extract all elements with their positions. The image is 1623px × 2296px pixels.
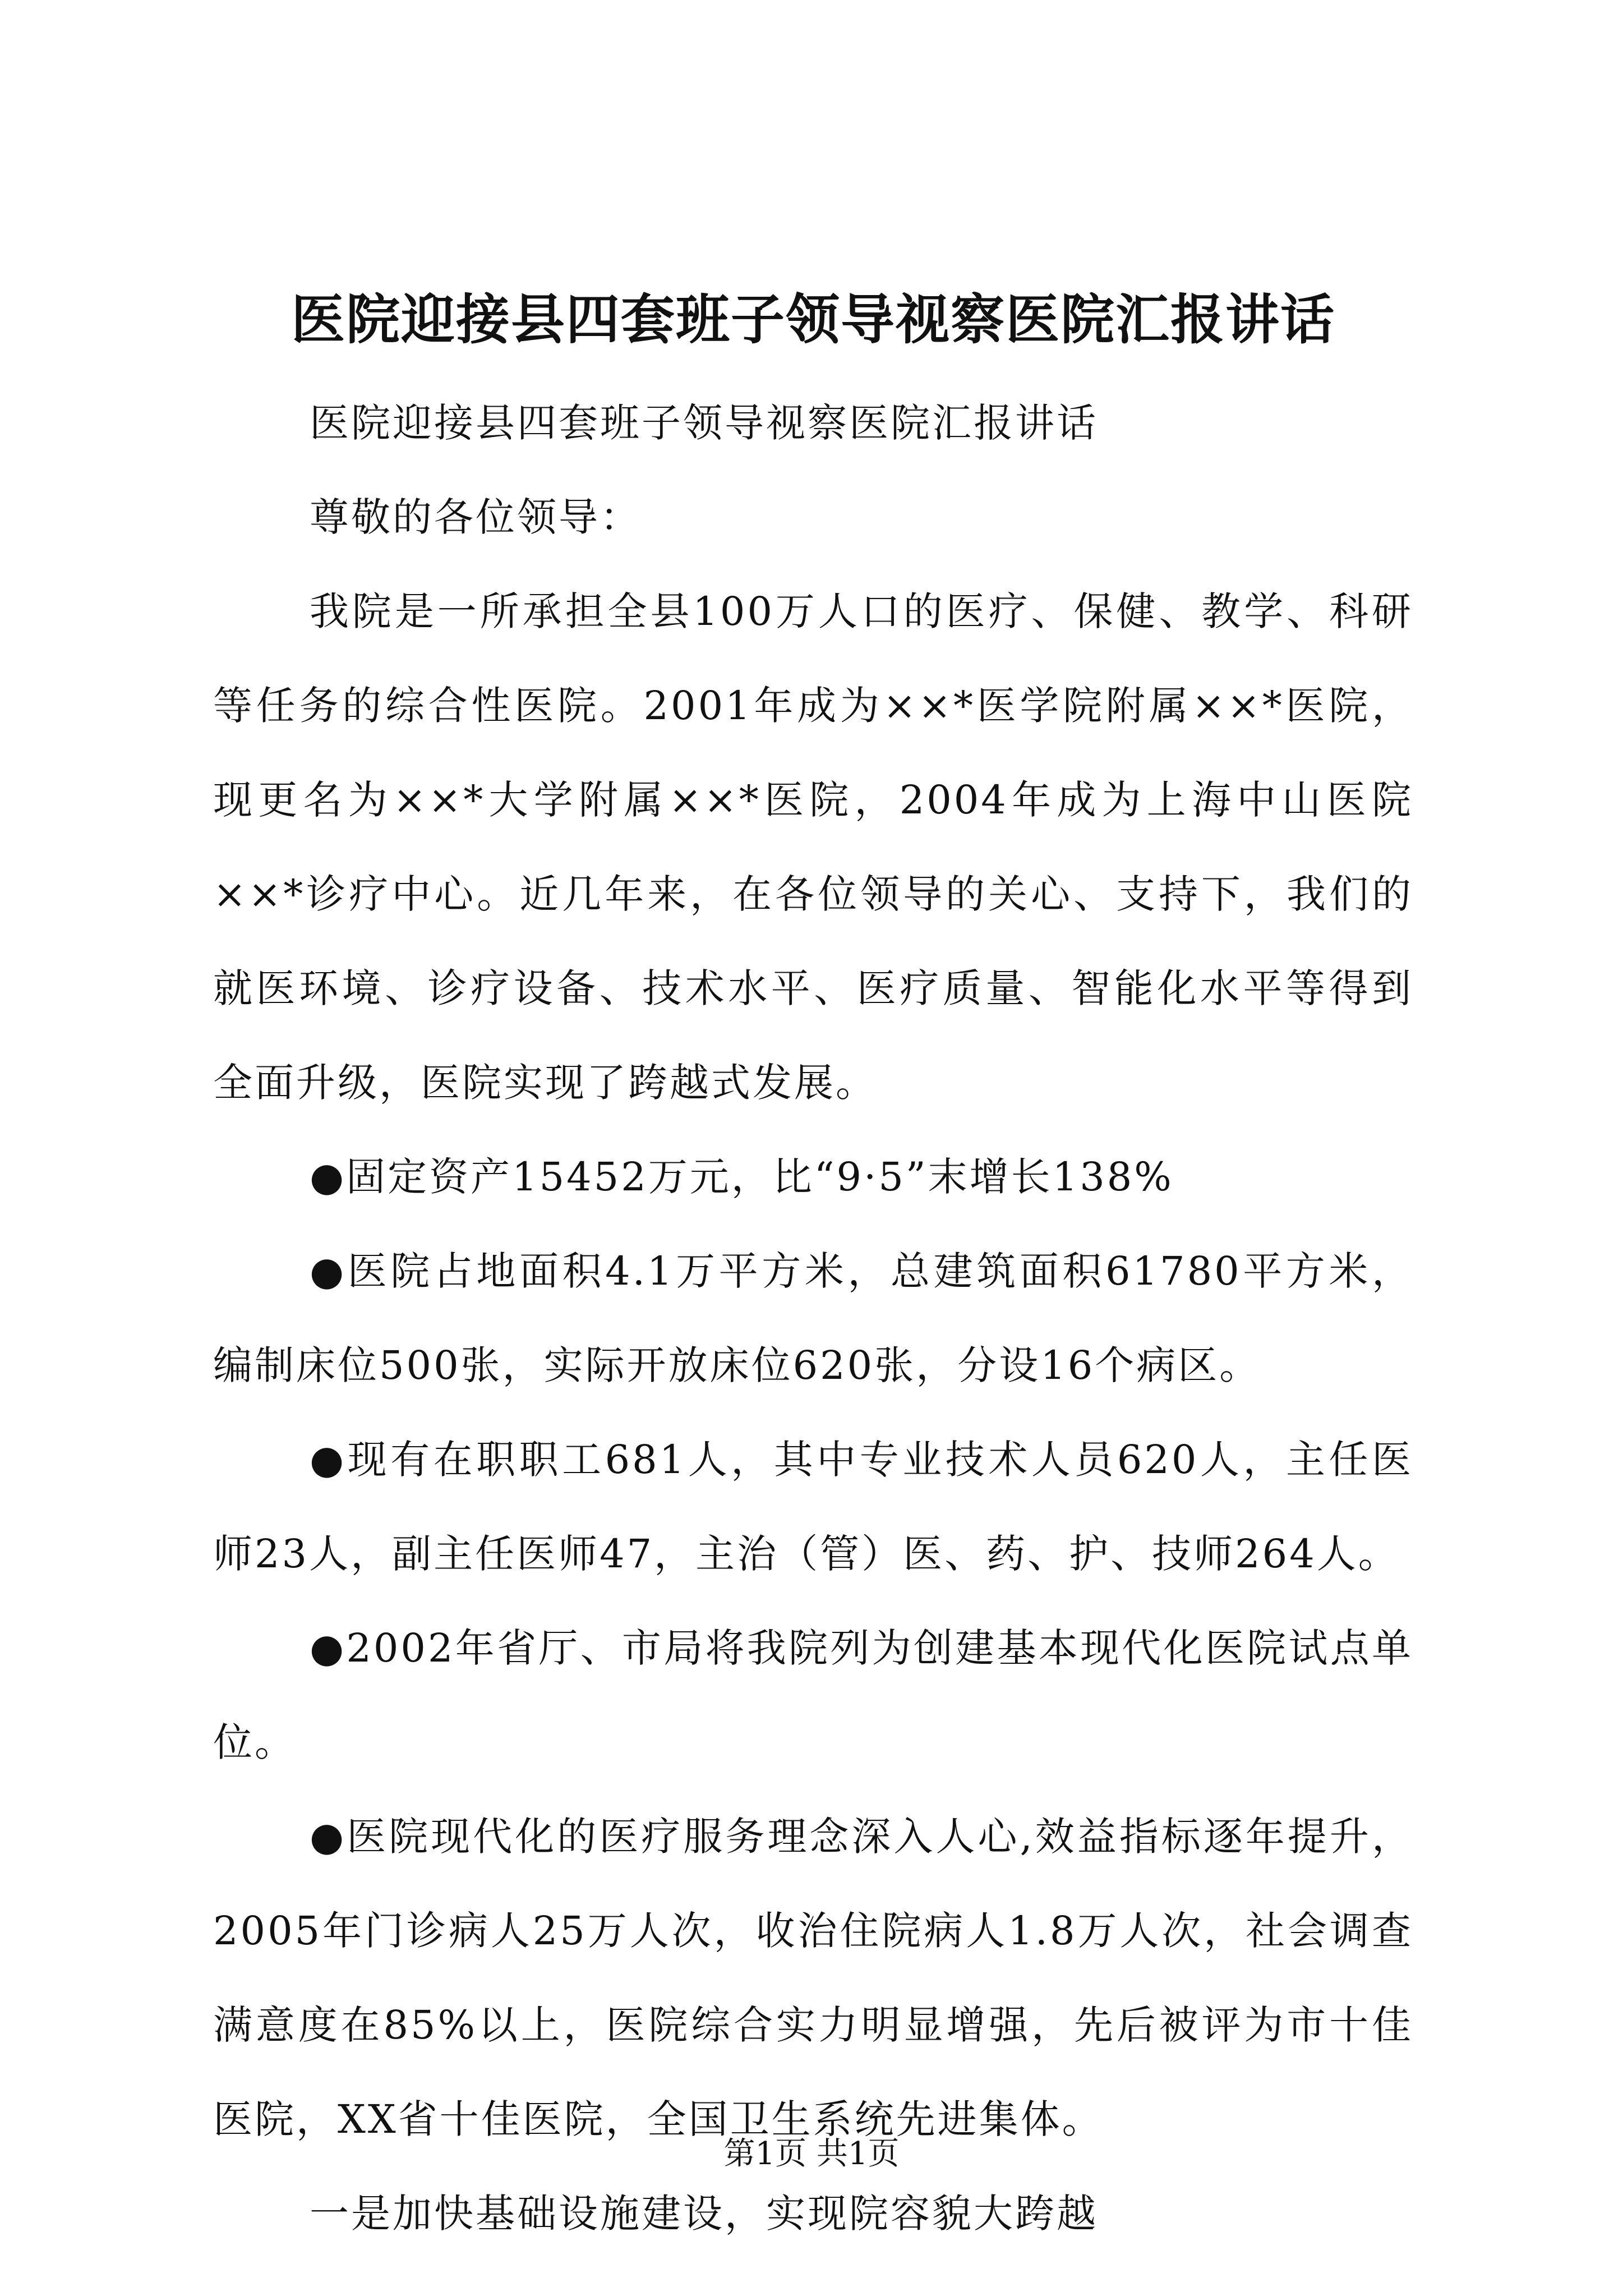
page-footer: 第1页 共1页 (723, 2136, 900, 2172)
salutation-paragraph: 尊敬的各位领导： (310, 494, 642, 540)
intro-paragraph: 我院是一所承担全县100万人口的医疗、保健、教学、科研等任务的综合性医院。2001年成为××*医学院附属××*医院，现更名为××*大学附属××*医院，2004年成为上海中山医院××*诊疗中心。近几年来，在各位领导的关心、支持下，我们的就医环境、诊疗设备、技术水平、医疗质量、智能化水平等得到全面升级，医院实现了跨越式发展。 (213, 588, 1413, 1106)
bullet-pilot-unit: ●2002年省厅、市局将我院列为创建基本现代化医院试点单位。 (213, 1625, 1413, 1765)
bullet-fixed-assets: ●固定资产15452万元，比“9·5”末增长138% (310, 1154, 1174, 1200)
bullet-staff: ●现有在职职工681人，其中专业技术人员620人，主任医师23人，副主任医师47，主治（管）医、药、护、技师264人。 (213, 1437, 1413, 1577)
bullet-service-concept: ●医院现代化的医疗服务理念深入人心,效益指标逐年提升，2005年门诊病人25万人次，收治住院病人1.8万人次，社会调查满意度在85%以上，医院综合实力明显增强，先后被评为市十佳医院，XX省十佳医院，全国卫生系统先进集体。 (213, 1814, 1413, 2142)
document-body (213, 376, 1413, 2261)
bullet-floor-area: ●医院占地面积4.1万平方米，总建筑面积61780平方米，编制床位500张，实际开放床位620张，分设16个病区。 (213, 1248, 1413, 1388)
subtitle-paragraph: 医院迎接县四套班子领导视察医院汇报讲话 (310, 400, 1098, 446)
section-heading-paragraph: 一是加快基础设施建设，实现院容貌大跨越 (310, 2191, 1098, 2237)
document-title: 医院迎接县四套班子领导视察医院汇报讲话 (291, 288, 1335, 351)
